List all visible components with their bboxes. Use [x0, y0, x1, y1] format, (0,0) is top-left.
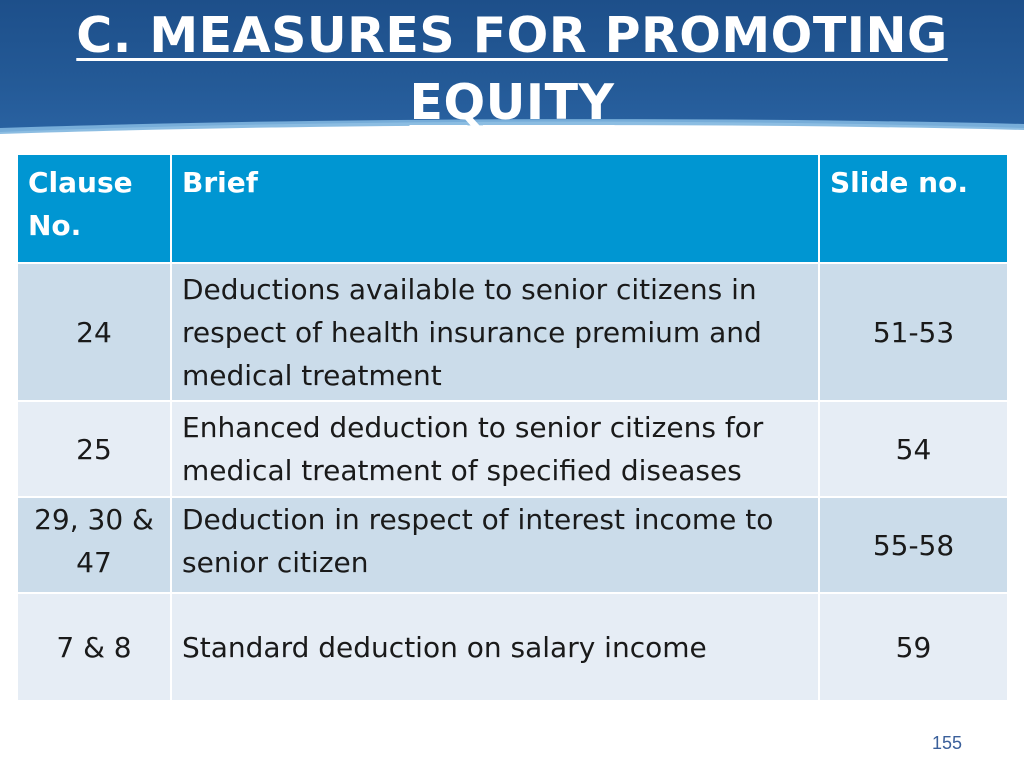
page-number: 155 — [931, 733, 962, 753]
slide-title: C. MEASURES FOR PROMOTING EQUITY — [76, 7, 948, 131]
cell-clause: 25 — [17, 401, 171, 497]
measures-table — [16, 153, 1009, 702]
table-row — [17, 593, 1008, 701]
cell-clause: 24 — [17, 263, 171, 401]
cell-slide: 51-53 — [819, 263, 1008, 401]
cell-brief: Enhanced deduction to senior citizens for medical treatment of specified diseases — [171, 401, 819, 497]
cell-brief: Deductions available to senior citizens in respect of health insurance premium and medical treatment — [171, 263, 819, 401]
cell-slide: 55-58 — [819, 497, 1008, 593]
table-row — [17, 401, 1008, 497]
table-header-row — [17, 154, 1008, 263]
cell-clause: 7 & 8 — [17, 593, 171, 701]
header-clause-no: Clause No. — [17, 154, 171, 263]
cell-brief: Deduction in respect of interest income to senior citizen — [171, 497, 819, 593]
header-brief: Brief — [171, 154, 819, 263]
table-row — [17, 263, 1008, 401]
header-slide-no: Slide no. — [819, 154, 1008, 263]
cell-slide: 59 — [819, 593, 1008, 701]
cell-clause: 29, 30 & 47 — [17, 497, 171, 593]
cell-slide: 54 — [819, 401, 1008, 497]
table-row — [17, 497, 1008, 593]
cell-brief: Standard deduction on salary income — [171, 593, 819, 701]
